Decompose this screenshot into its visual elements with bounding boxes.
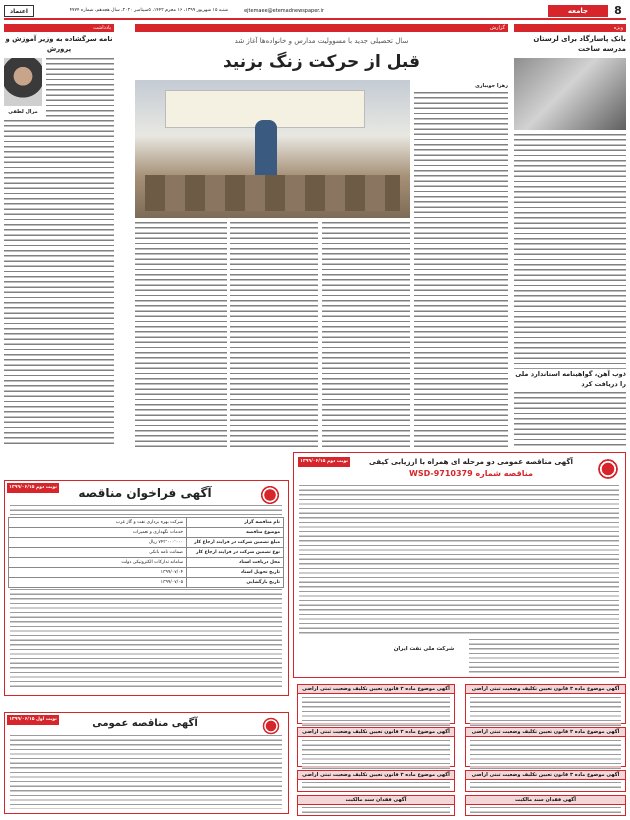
small-ad-title: آگهی موضوع ماده ۳ قانون تعیین تکلیف وضعیت ثبتی اراضی	[466, 685, 625, 694]
tender-ad-right	[293, 452, 626, 678]
right-column	[514, 24, 626, 449]
masthead	[4, 4, 626, 20]
small-ad	[465, 727, 626, 767]
small-ad-text	[470, 740, 621, 770]
small-ad	[297, 770, 455, 792]
call-ad-badge: نوبت دوم ۱۳۹۹/۰۶/۱۵	[7, 483, 59, 493]
small-ad	[465, 684, 626, 724]
small-ad-title: آگهی فقدان سند مالکیت	[466, 796, 625, 805]
author-name: مرال لطفی	[8, 109, 38, 115]
public-ad-logo-icon	[260, 716, 282, 736]
byline: زهرا جویباری	[475, 83, 508, 89]
photo-desks	[145, 175, 400, 211]
call-ad-logo-icon	[258, 484, 282, 506]
note-text	[4, 120, 114, 447]
small-ad-title: آگهی موضوع ماده ۳ قانون تعیین تکلیف وضعیت ثبتی اراضی	[466, 728, 625, 737]
main-headline: قبل از حرکت زنگ بزنید	[223, 52, 420, 72]
tender-footer-text	[469, 639, 619, 673]
small-ad-title: آگهی موضوع ماده ۳ قانون تعیین تکلیف وضعیت ثبتی اراضی	[466, 771, 625, 780]
tender-text	[299, 485, 619, 635]
small-ad-text	[302, 807, 450, 815]
tender-badge: نوبت دوم ۱۳۹۹/۰۶/۱۵	[298, 457, 350, 467]
tender-logo-icon	[595, 457, 621, 481]
small-ad-text	[470, 807, 621, 815]
right-headline: بانک پاسارگاد برای لرستان مدرسه ساخت	[533, 35, 626, 53]
small-ad	[297, 684, 455, 724]
small-ad-title: آگهی موضوع ماده ۳ قانون تعیین تکلیف وضعیت ثبتی اراضی	[298, 685, 454, 694]
classroom-photo	[135, 80, 410, 218]
kicker-label: گزارش	[135, 24, 508, 32]
section-label: جامعه	[548, 5, 608, 17]
tag-note: یادداشت	[4, 24, 114, 32]
right-photo	[514, 58, 626, 130]
table-row: تاریخ بازگشایی ۱۳۹۹/۰۷/۰۵	[8, 578, 283, 588]
note-title: نامه سرگشاده به وزیر آموزش و پرورش	[5, 35, 113, 53]
small-ad-text	[470, 697, 621, 727]
table-row: تاریخ تحویل اسناد ۱۳۹۹/۰۷/۰۴	[8, 568, 283, 578]
small-ad-text	[302, 740, 450, 770]
small-ad-text	[302, 782, 450, 791]
main-col-4	[135, 222, 227, 447]
call-ad-title: آگهی فراخوان مناقصه	[78, 486, 212, 500]
main-story	[135, 24, 508, 449]
tender-subtitle: مناقصه شماره WSD-9710379	[409, 469, 533, 478]
logo: اعتماد	[4, 5, 34, 17]
tender-title: آگهی مناقصه عمومی دو مرحله ای همراه با ارزیابی کیفی	[368, 457, 573, 466]
public-ad-title: آگهی مناقصه عمومی	[92, 718, 198, 729]
tender-footer: شرکت ملی نفت ایران	[393, 646, 455, 652]
small-ad-text	[302, 697, 450, 727]
small-ad	[297, 795, 455, 816]
small-ad-title: آگهی موضوع ماده ۳ قانون تعیین تکلیف وضعیت ثبتی اراضی	[298, 771, 454, 780]
small-ad	[465, 770, 626, 792]
table-row: مبلغ تضمین شرکت در فرایند ارجاع کار ۷۴۳٬۰۰۰٬۰۰۰ ریال	[8, 538, 283, 548]
main-col-3	[230, 222, 318, 447]
public-ad-text	[10, 735, 282, 809]
call-ad-intro	[10, 505, 282, 515]
public-ad-badge: نوبت اول ۱۳۹۹/۰۶/۱۵	[7, 715, 59, 725]
dateline: شنبه ۱۵ شهریور ۱۳۹۹، ۱۶ محرم ۱۴۴۲، ۵سپتامبر ۲۰۲۰، سال هجدهم، شماره ۴۷۷۴	[69, 8, 228, 13]
email[interactable]: ejtemaee@etemadnewspaper.ir	[244, 8, 324, 14]
main-col-1	[414, 92, 508, 447]
public-tender-ad	[4, 712, 289, 814]
table-row: محل دریافت اسناد سامانه تدارکات الکترونیکی دولت	[8, 558, 283, 568]
small-ad-title: آگهی موضوع ماده ۳ قانون تعیین تکلیف وضعیت ثبتی اراضی	[298, 728, 454, 737]
tag-special: ویژه	[514, 24, 626, 32]
right-second-headline: ذوب آهن، گواهینامه استاندارد ملی را دریافت کرد	[515, 370, 626, 388]
left-column	[4, 24, 114, 449]
table-row: موضوع مناقصه خدمات نگهداری و تعمیرات	[8, 528, 283, 538]
main-col-2	[322, 222, 410, 447]
table-row: نام مناقصه گزار شرکت بهره برداری نفت و گاز غرب	[8, 518, 283, 528]
small-ad-text	[470, 782, 621, 791]
small-ad	[297, 727, 455, 767]
small-ad-title: آگهی فقدان سند مالکیت	[298, 796, 454, 805]
call-ad-notes	[10, 589, 282, 689]
call-ad-table	[8, 517, 284, 588]
kicker: سال تحصیلی جدید با مسوولیت مدارس و خانواده‌ها آغاز شد	[234, 37, 409, 45]
right-second-text	[514, 392, 626, 449]
photo-figure	[255, 120, 277, 180]
note-text-top	[46, 58, 114, 118]
right-article-text	[514, 134, 626, 364]
page-number: 8	[614, 4, 622, 17]
table-row: نوع تضمین شرکت در فرایند ارجاع کار ضمانت نامه بانکی	[8, 548, 283, 558]
call-ad	[4, 480, 289, 696]
small-ad	[465, 795, 626, 816]
author-photo	[4, 58, 42, 106]
